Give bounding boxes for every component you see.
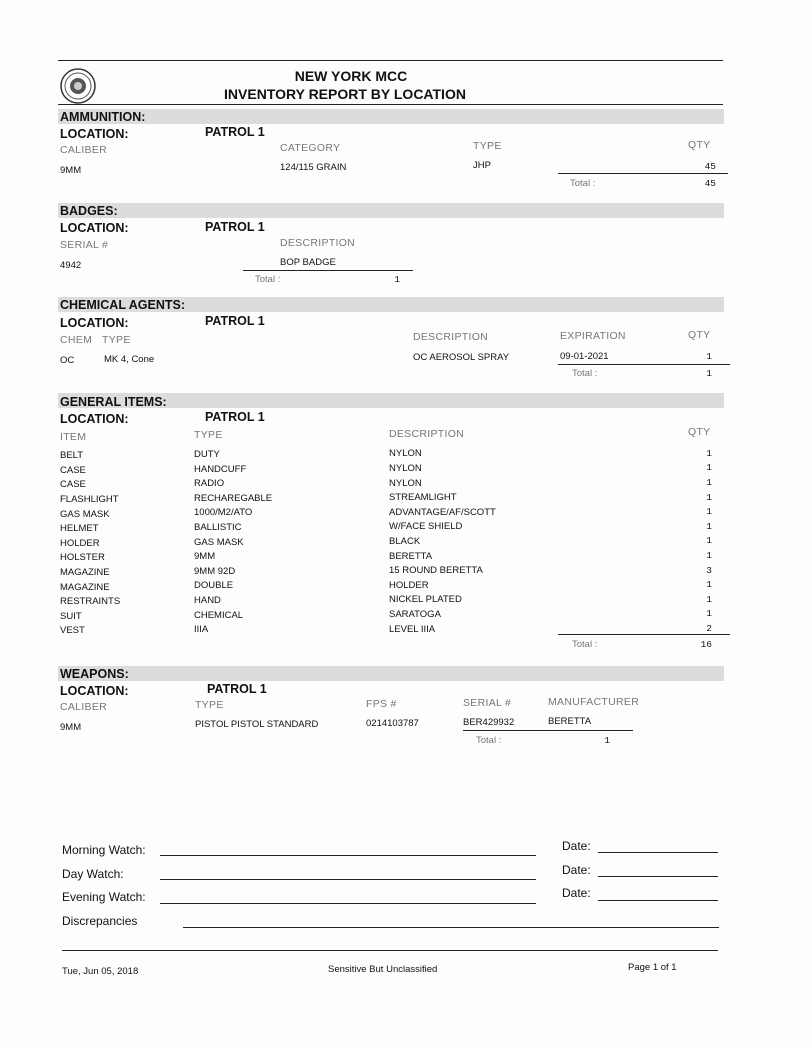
general-row-item: MAGAZINE — [60, 581, 110, 593]
general-row-item: MAGAZINE — [60, 567, 110, 578]
ammunition-location-value: PATROL 1 — [205, 125, 265, 139]
chemical-header-description: DESCRIPTION — [413, 331, 489, 343]
general-row-description: NYLON — [389, 477, 422, 489]
weapons-manufacturer: BERETTA — [548, 716, 592, 727]
morning-watch-label: Morning Watch: — [62, 843, 146, 857]
general-header-item: ITEM — [60, 431, 87, 443]
report-title-line1: NEW YORK MCC — [294, 68, 408, 84]
weapons-type: PISTOL PISTOL STANDARD — [195, 719, 319, 730]
general-row-type: 9MM 92D — [194, 565, 236, 577]
ammunition-caliber: 9MM — [60, 165, 82, 176]
general-total-label: Total : — [572, 639, 598, 650]
ammunition-header-category: CATEGORY — [280, 142, 341, 154]
general-row-description: 15 ROUND BERETTA — [389, 565, 483, 577]
general-row-description: W/FACE SHIELD — [389, 521, 463, 533]
general-row-item: SUIT — [60, 610, 82, 622]
general-row-description: NYLON — [389, 463, 422, 474]
morning-date-label: Date: — [562, 839, 591, 853]
weapons-section-title: WEAPONS: — [60, 667, 129, 681]
general-row-type: CHEMICAL — [194, 609, 244, 621]
chemical-header-type: TYPE — [102, 334, 131, 346]
weapons-serial: BER429932 — [463, 717, 515, 728]
header-top-rule — [58, 60, 723, 61]
general-row-qty: 1 — [706, 608, 712, 620]
general-total-rule — [558, 634, 730, 635]
weapons-header-caliber: CALIBER — [60, 701, 108, 713]
chemical-expiration: 09-01-2021 — [560, 351, 609, 362]
general-row-type: RADIO — [194, 478, 225, 490]
general-row-item: BELT — [60, 450, 84, 462]
ammunition-total-rule — [558, 173, 728, 174]
ammunition-header-caliber: CALIBER — [60, 144, 108, 156]
general-row-item: RESTRAINTS — [60, 596, 121, 608]
ammunition-header-qty: QTY — [688, 139, 711, 151]
chemical-location-value: PATROL 1 — [205, 314, 265, 328]
general-row-item: FLASHLIGHT — [60, 494, 119, 505]
general-row-type: 1000/M2/ATO — [194, 507, 253, 519]
evening-watch-signature-line[interactable] — [160, 903, 536, 904]
general-row-qty: 1 — [706, 535, 712, 547]
general-row-type: HANDCUFF — [194, 463, 247, 475]
general-row-description: BERETTA — [389, 550, 433, 562]
general-location-label: LOCATION: — [60, 412, 129, 426]
header-bottom-rule — [58, 104, 723, 105]
general-row-type: BALLISTIC — [194, 522, 242, 533]
footer-date: Tue, Jun 05, 2018 — [62, 966, 139, 977]
weapons-total-label: Total : — [476, 735, 502, 746]
weapons-header-fps: FPS # — [366, 698, 397, 710]
general-row-item: GAS MASK — [60, 508, 110, 520]
general-row-type: DOUBLE — [194, 580, 234, 592]
morning-date-line[interactable] — [598, 852, 718, 853]
general-row-description: SARATOGA — [389, 609, 441, 620]
weapons-location-value: PATROL 1 — [207, 682, 267, 696]
badges-serial: 4942 — [60, 260, 82, 271]
footer-page: Page 1 of 1 — [628, 962, 677, 973]
general-row-item: CASE — [60, 479, 86, 491]
weapons-header-manufacturer: MANUFACTURER — [548, 696, 640, 708]
day-date-label: Date: — [562, 863, 591, 877]
weapons-header-type: TYPE — [195, 699, 224, 711]
ammunition-total: 45 — [704, 178, 716, 189]
day-watch-label: Day Watch: — [62, 867, 124, 881]
weapons-total: 1 — [604, 735, 610, 746]
badges-total: 1 — [394, 274, 400, 285]
general-row-type: IIIA — [194, 624, 209, 636]
general-row-item: HOLSTER — [60, 552, 105, 564]
general-row-item: CASE — [60, 464, 86, 476]
general-row-description: LEVEL IIIA — [389, 623, 436, 635]
chemical-header-qty: QTY — [688, 329, 711, 341]
ammunition-band — [58, 109, 724, 124]
footer-rule — [62, 950, 718, 951]
general-row-type: DUTY — [194, 449, 220, 460]
chemical-section-title: CHEMICAL AGENTS: — [60, 298, 185, 312]
chemical-qty: 1 — [706, 351, 712, 362]
general-row-item: HOLDER — [60, 537, 100, 549]
weapons-header-serial: SERIAL # — [463, 697, 512, 709]
badges-header-serial: SERIAL # — [60, 239, 109, 251]
ammunition-category: 124/115 GRAIN — [280, 162, 347, 173]
chemical-chem: OC — [60, 355, 75, 366]
evening-date-line[interactable] — [598, 900, 718, 901]
ammunition-total-label: Total : — [570, 178, 596, 189]
badges-total-label: Total : — [255, 274, 281, 285]
general-row-description: ADVANTAGE/AF/SCOTT — [389, 506, 496, 518]
badges-header-description: DESCRIPTION — [280, 237, 356, 249]
general-header-type: TYPE — [194, 429, 223, 441]
general-section-title: GENERAL ITEMS: — [60, 395, 167, 409]
general-row-type: RECHAREGABLE — [194, 492, 273, 504]
day-watch-signature-line[interactable] — [160, 879, 536, 880]
evening-watch-label: Evening Watch: — [62, 890, 146, 904]
report-title-line2: INVENTORY REPORT BY LOCATION — [224, 86, 466, 102]
general-header-qty: QTY — [688, 426, 711, 438]
general-row-description: BLACK — [389, 536, 421, 547]
badges-section-title: BADGES: — [60, 204, 118, 218]
chemical-total: 1 — [706, 368, 712, 379]
day-date-line[interactable] — [598, 876, 718, 877]
general-total: 16 — [700, 639, 712, 650]
general-row-qty: 2 — [706, 623, 712, 634]
general-row-qty: 1 — [706, 477, 712, 488]
general-row-qty: 1 — [706, 550, 712, 561]
weapons-caliber: 9MM — [60, 722, 82, 733]
general-row-description: HOLDER — [389, 579, 429, 591]
general-row-description: STREAMLIGHT — [389, 492, 457, 504]
badges-band — [58, 203, 724, 218]
ammunition-location-label: LOCATION: — [60, 127, 129, 141]
discrepancies-label: Discrepancies — [62, 914, 138, 928]
ammunition-header-type: TYPE — [473, 140, 502, 152]
general-row-description: NYLON — [389, 448, 422, 460]
general-row-qty: 1 — [706, 462, 712, 474]
discrepancies-line[interactable] — [183, 927, 719, 928]
chemical-description: OC AEROSOL SPRAY — [413, 352, 510, 363]
badges-location-value: PATROL 1 — [205, 220, 265, 234]
badges-location-label: LOCATION: — [60, 221, 129, 235]
badges-total-rule — [243, 270, 413, 271]
general-row-qty: 1 — [706, 506, 712, 518]
general-row-qty: 3 — [706, 564, 712, 576]
weapons-total-rule — [463, 730, 633, 731]
agency-seal-icon — [60, 68, 96, 104]
general-header-description: DESCRIPTION — [389, 428, 465, 440]
general-row-item: HELMET — [60, 523, 99, 535]
general-row-type: 9MM — [194, 551, 216, 563]
evening-date-label: Date: — [562, 886, 591, 900]
ammunition-type: JHP — [473, 160, 491, 171]
weapons-fps: 0214103787 — [366, 718, 419, 729]
morning-watch-signature-line[interactable] — [160, 855, 536, 856]
chemical-total-label: Total : — [572, 368, 598, 379]
chemical-header-chem: CHEM — [60, 334, 93, 346]
general-row-type: HAND — [194, 595, 221, 606]
general-row-type: GAS MASK — [194, 536, 244, 548]
chemical-location-label: LOCATION: — [60, 316, 129, 330]
general-row-qty: 1 — [706, 593, 712, 605]
general-row-qty: 1 — [706, 447, 712, 459]
general-row-qty: 1 — [706, 520, 712, 532]
general-row-qty: 1 — [706, 491, 712, 503]
weapons-location-label: LOCATION: — [60, 684, 129, 698]
general-location-value: PATROL 1 — [205, 410, 265, 424]
footer-classification: Sensitive But Unclassified — [328, 964, 438, 975]
general-row-qty: 1 — [706, 579, 712, 591]
chemical-type: MK 4, Cone — [104, 354, 155, 365]
ammunition-qty: 45 — [704, 161, 716, 172]
general-row-item: VEST — [60, 625, 85, 637]
chemical-header-expiration: EXPIRATION — [560, 330, 626, 342]
ammunition-section-title: AMMUNITION: — [60, 110, 146, 124]
general-row-description: NICKEL PLATED — [389, 594, 462, 606]
badges-description: BOP BADGE — [280, 257, 336, 268]
chemical-total-rule — [558, 364, 730, 365]
weapons-band — [58, 666, 724, 681]
